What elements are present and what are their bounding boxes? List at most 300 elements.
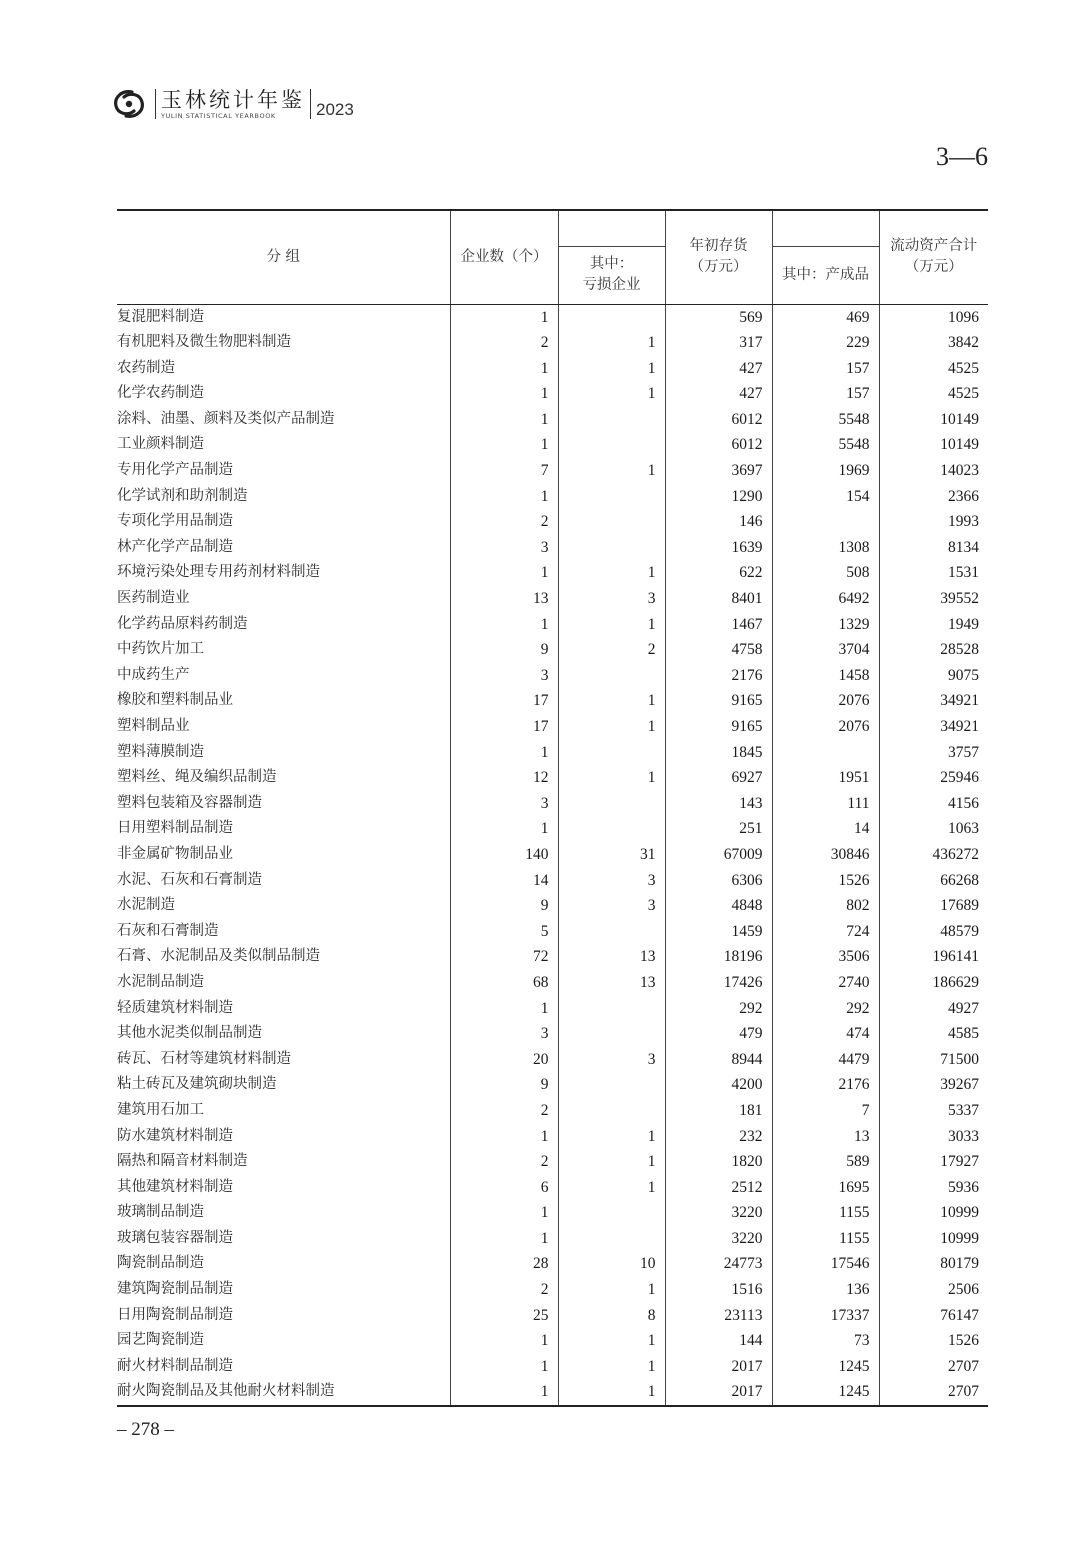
- cell-loss: 1: [558, 714, 665, 740]
- cell-assets: 34921: [879, 714, 988, 740]
- cell-inventory: 3220: [665, 1226, 772, 1252]
- row-group-name: 建筑用石加工: [117, 1101, 204, 1118]
- cell-inventory: 3697: [665, 458, 772, 484]
- table-row: [117, 1098, 988, 1124]
- cell-assets: 4927: [879, 996, 988, 1022]
- cell-finished: 14: [772, 816, 879, 842]
- cell-loss: 1: [558, 765, 665, 791]
- row-group-name: 日用塑料制品制造: [117, 820, 233, 837]
- cell-enterprises: 9: [450, 637, 558, 663]
- cell-assets: 9075: [879, 663, 988, 689]
- header-divider: [310, 89, 311, 119]
- cell-enterprises: 1: [450, 1354, 558, 1380]
- cell-enterprises: 3: [450, 791, 558, 817]
- cell-finished: 17337: [772, 1303, 879, 1329]
- cell-inventory: 67009: [665, 842, 772, 868]
- cell-inventory: 1290: [665, 484, 772, 510]
- cell-inventory: 18196: [665, 944, 772, 970]
- cell-assets: 10999: [879, 1200, 988, 1226]
- cell-inventory: 146: [665, 509, 772, 535]
- row-group-name: 中药饮片加工: [117, 641, 204, 658]
- cell-finished: 474: [772, 1021, 879, 1047]
- cell-finished: 30846: [772, 842, 879, 868]
- cell-loss: [558, 535, 665, 561]
- cell-loss: 1: [558, 330, 665, 356]
- cell-assets: 80179: [879, 1251, 988, 1277]
- cell-assets: 76147: [879, 1303, 988, 1329]
- assets-header-line2: （万元）: [904, 259, 963, 276]
- cell-inventory: 1639: [665, 535, 772, 561]
- row-group-name: 建筑陶瓷制品制造: [117, 1281, 233, 1298]
- cell-enterprises: 2: [450, 1277, 558, 1303]
- table-body: [117, 304, 988, 1406]
- cell-loss: 8: [558, 1303, 665, 1329]
- row-group-name: 砖瓦、石材等建筑材料制造: [117, 1050, 291, 1067]
- row-group-name: 石灰和石膏制造: [117, 922, 219, 939]
- table-row: [117, 637, 988, 663]
- row-group-name: 粘土砖瓦及建筑砌块制造: [117, 1076, 277, 1093]
- cell-finished: 508: [772, 560, 879, 586]
- table-row: [117, 407, 988, 433]
- row-group-name: 防水建筑材料制造: [117, 1127, 233, 1144]
- cell-enterprises: 2: [450, 330, 558, 356]
- cell-inventory: 2512: [665, 1175, 772, 1201]
- cell-assets: 71500: [879, 1047, 988, 1073]
- row-group-name: 复混肥料制造: [117, 308, 204, 325]
- cell-enterprises: 1: [450, 1226, 558, 1252]
- row-group-name: 化学试剂和助剂制造: [117, 487, 248, 504]
- cell-finished: 2076: [772, 688, 879, 714]
- cell-assets: 39552: [879, 586, 988, 612]
- table-row: [117, 996, 988, 1022]
- col-header-blank: [772, 210, 879, 246]
- cell-finished: [772, 740, 879, 766]
- table-row: [117, 1303, 988, 1329]
- cell-assets: 4525: [879, 381, 988, 407]
- cell-enterprises: 9: [450, 1072, 558, 1098]
- cell-enterprises: 3: [450, 663, 558, 689]
- cell-finished: 724: [772, 919, 879, 945]
- cell-enterprises: 3: [450, 1021, 558, 1047]
- cell-loss: [558, 791, 665, 817]
- cell-finished: 229: [772, 330, 879, 356]
- cell-inventory: 317: [665, 330, 772, 356]
- cell-assets: 28528: [879, 637, 988, 663]
- yearbook-logo-icon: [112, 89, 146, 119]
- table-row: [117, 1175, 988, 1201]
- cell-finished: 1155: [772, 1200, 879, 1226]
- table-row: [117, 356, 988, 382]
- table-row: [117, 765, 988, 791]
- cell-finished: 4479: [772, 1047, 879, 1073]
- cell-enterprises: 9: [450, 893, 558, 919]
- cell-enterprises: 72: [450, 944, 558, 970]
- cell-enterprises: 1: [450, 1200, 558, 1226]
- cell-inventory: 1516: [665, 1277, 772, 1303]
- cell-assets: 196141: [879, 944, 988, 970]
- cell-loss: 1: [558, 356, 665, 382]
- cell-assets: 10149: [879, 407, 988, 433]
- cell-enterprises: 25: [450, 1303, 558, 1329]
- cell-inventory: 4848: [665, 893, 772, 919]
- cell-inventory: 427: [665, 381, 772, 407]
- cell-enterprises: 13: [450, 586, 558, 612]
- cell-enterprises: 6: [450, 1175, 558, 1201]
- cell-enterprises: 1: [450, 740, 558, 766]
- table-row: [117, 816, 988, 842]
- table-row: [117, 560, 988, 586]
- col-header-loss: [558, 246, 665, 304]
- row-group-name: 林产化学产品制造: [117, 538, 233, 555]
- table-row: [117, 919, 988, 945]
- cell-assets: 1096: [879, 304, 988, 330]
- table-row: [117, 1149, 988, 1175]
- table-row: [117, 484, 988, 510]
- row-group-name: 化学药品原料药制造: [117, 615, 248, 632]
- cell-loss: 3: [558, 893, 665, 919]
- cell-inventory: 232: [665, 1124, 772, 1150]
- cell-assets: 10149: [879, 432, 988, 458]
- cell-enterprises: 1: [450, 304, 558, 330]
- cell-assets: 2366: [879, 484, 988, 510]
- cell-finished: 1245: [772, 1379, 879, 1406]
- cell-finished: 1526: [772, 868, 879, 894]
- row-group-name: 农药制造: [117, 359, 175, 376]
- cell-finished: 5548: [772, 407, 879, 433]
- cell-enterprises: 1: [450, 381, 558, 407]
- table-row: [117, 868, 988, 894]
- cell-loss: [558, 816, 665, 842]
- table-row: [117, 1226, 988, 1252]
- cell-enterprises: 1: [450, 560, 558, 586]
- cell-enterprises: 14: [450, 868, 558, 894]
- row-group-name: 塑料丝、绳及编织品制造: [117, 769, 277, 786]
- cell-finished: 1458: [772, 663, 879, 689]
- table-row: [117, 612, 988, 638]
- inventory-header-line1: 年初存货: [689, 238, 748, 255]
- cell-finished: 157: [772, 356, 879, 382]
- cell-assets: 1949: [879, 612, 988, 638]
- cell-loss: 3: [558, 1047, 665, 1073]
- cell-enterprises: 1: [450, 1328, 558, 1354]
- col-header-enterprises: 企业数（个）: [450, 210, 558, 304]
- cell-inventory: 479: [665, 1021, 772, 1047]
- cell-finished: 1969: [772, 458, 879, 484]
- cell-inventory: 1845: [665, 740, 772, 766]
- col-header-finished-goods: 其中：产成品: [772, 246, 879, 304]
- table-row: [117, 791, 988, 817]
- cell-assets: 1531: [879, 560, 988, 586]
- cell-assets: 8134: [879, 535, 988, 561]
- cell-finished: 802: [772, 893, 879, 919]
- cell-loss: 1: [558, 1277, 665, 1303]
- table-row: [117, 714, 988, 740]
- cell-enterprises: 7: [450, 458, 558, 484]
- cell-assets: 17689: [879, 893, 988, 919]
- cell-loss: 31: [558, 842, 665, 868]
- cell-loss: 1: [558, 1354, 665, 1380]
- table-row: [117, 944, 988, 970]
- table-row: [117, 1354, 988, 1380]
- cell-inventory: 3220: [665, 1200, 772, 1226]
- cell-assets: 48579: [879, 919, 988, 945]
- cell-finished: 1245: [772, 1354, 879, 1380]
- row-group-name: 耐火陶瓷制品及其他耐火材料制造: [117, 1379, 450, 1406]
- table-row: [117, 1072, 988, 1098]
- cell-assets: 1063: [879, 816, 988, 842]
- inventory-header-line2: （万元）: [689, 259, 748, 276]
- col-header-inventory: [665, 210, 772, 304]
- cell-assets: 4156: [879, 791, 988, 817]
- cell-enterprises: 3: [450, 535, 558, 561]
- table-row: [117, 1021, 988, 1047]
- row-group-name: 非金属矿物制品业: [117, 845, 233, 862]
- page-number: – 278 –: [117, 1419, 174, 1440]
- table-number: 3—6: [936, 142, 988, 171]
- cell-assets: 66268: [879, 868, 988, 894]
- cell-loss: 1: [558, 458, 665, 484]
- row-group-name: 化学农药制造: [117, 385, 204, 402]
- cell-enterprises: 20: [450, 1047, 558, 1073]
- cell-loss: 1: [558, 1175, 665, 1201]
- cell-loss: [558, 663, 665, 689]
- assets-header-line1: 流动资产合计: [890, 238, 978, 255]
- cell-assets: 14023: [879, 458, 988, 484]
- cell-assets: 25946: [879, 765, 988, 791]
- cell-enterprises: 5: [450, 919, 558, 945]
- cell-finished: 1329: [772, 612, 879, 638]
- cell-finished: 3506: [772, 944, 879, 970]
- cell-loss: [558, 432, 665, 458]
- col-header-current-assets: [879, 210, 988, 304]
- cell-finished: 1951: [772, 765, 879, 791]
- yearbook-title: 玉林统计年鉴: [161, 87, 305, 112]
- table-row: [117, 330, 988, 356]
- row-group-name: 日用陶瓷制品制造: [117, 1306, 233, 1323]
- cell-finished: 17546: [772, 1251, 879, 1277]
- table-row: [117, 586, 988, 612]
- cell-assets: 5936: [879, 1175, 988, 1201]
- table-row: [117, 740, 988, 766]
- cell-assets: 10999: [879, 1226, 988, 1252]
- cell-assets: 3033: [879, 1124, 988, 1150]
- cell-enterprises: 68: [450, 970, 558, 996]
- cell-enterprises: 1: [450, 1379, 558, 1406]
- cell-inventory: 2176: [665, 663, 772, 689]
- cell-inventory: 144: [665, 1328, 772, 1354]
- cell-loss: 1: [558, 688, 665, 714]
- cell-finished: 13: [772, 1124, 879, 1150]
- header-divider: [155, 89, 156, 119]
- cell-assets: 2707: [879, 1379, 988, 1406]
- cell-loss: 1: [558, 1328, 665, 1354]
- cell-inventory: 8401: [665, 586, 772, 612]
- table-row: [117, 381, 988, 407]
- row-group-name: 专用化学产品制造: [117, 462, 233, 479]
- cell-inventory: 8944: [665, 1047, 772, 1073]
- cell-finished: 7: [772, 1098, 879, 1124]
- col-header-group: 分 组: [117, 210, 450, 304]
- cell-loss: 3: [558, 868, 665, 894]
- yearbook-title-english: YULIN STATISTICAL YEARBOOK: [161, 111, 276, 120]
- cell-loss: 3: [558, 586, 665, 612]
- cell-enterprises: 2: [450, 1149, 558, 1175]
- row-group-name: 中成药生产: [117, 666, 190, 683]
- table-row: [117, 970, 988, 996]
- cell-loss: 2: [558, 637, 665, 663]
- cell-loss: [558, 484, 665, 510]
- cell-loss: [558, 407, 665, 433]
- cell-loss: [558, 740, 665, 766]
- table-row: [117, 842, 988, 868]
- cell-assets: 2707: [879, 1354, 988, 1380]
- cell-enterprises: 12: [450, 765, 558, 791]
- cell-loss: [558, 1098, 665, 1124]
- row-group-name: 隔热和隔音材料制造: [117, 1153, 248, 1170]
- cell-inventory: 9165: [665, 714, 772, 740]
- cell-inventory: 569: [665, 304, 772, 330]
- row-group-name: 水泥制品制造: [117, 973, 204, 990]
- table-row: [117, 663, 988, 689]
- row-group-name: 塑料薄膜制造: [117, 743, 204, 760]
- cell-inventory: 292: [665, 996, 772, 1022]
- cell-enterprises: 1: [450, 356, 558, 382]
- row-group-name: 塑料包装箱及容器制造: [117, 794, 262, 811]
- row-group-name: 医药制造业: [117, 590, 190, 607]
- table-row: [117, 688, 988, 714]
- table-row: [117, 458, 988, 484]
- cell-inventory: 9165: [665, 688, 772, 714]
- row-group-name: 专项化学用品制造: [117, 513, 233, 530]
- cell-loss: 13: [558, 944, 665, 970]
- cell-inventory: 427: [665, 356, 772, 382]
- cell-finished: 154: [772, 484, 879, 510]
- cell-loss: [558, 1200, 665, 1226]
- cell-finished: 1155: [772, 1226, 879, 1252]
- cell-finished: 157: [772, 381, 879, 407]
- cell-finished: 2740: [772, 970, 879, 996]
- cell-loss: 1: [558, 612, 665, 638]
- cell-finished: 73: [772, 1328, 879, 1354]
- cell-assets: 186629: [879, 970, 988, 996]
- table-row: [117, 1200, 988, 1226]
- row-group-name: 其他水泥类似制品制造: [117, 1025, 262, 1042]
- table-row: [117, 535, 988, 561]
- row-group-name: 水泥制造: [117, 897, 175, 914]
- cell-loss: 1: [558, 560, 665, 586]
- table-row: [117, 509, 988, 535]
- cell-finished: 292: [772, 996, 879, 1022]
- cell-enterprises: 1: [450, 432, 558, 458]
- yearbook-header: [112, 84, 354, 124]
- cell-assets: 1526: [879, 1328, 988, 1354]
- cell-assets: 17927: [879, 1149, 988, 1175]
- row-group-name: 水泥、石灰和石膏制造: [117, 871, 262, 888]
- cell-inventory: 4758: [665, 637, 772, 663]
- cell-loss: [558, 1021, 665, 1047]
- cell-inventory: 143: [665, 791, 772, 817]
- cell-inventory: 4200: [665, 1072, 772, 1098]
- yearbook-year: 2023: [316, 100, 354, 119]
- cell-enterprises: 1: [450, 612, 558, 638]
- cell-loss: 13: [558, 970, 665, 996]
- table-row: [117, 432, 988, 458]
- cell-assets: 4585: [879, 1021, 988, 1047]
- table-row: [117, 893, 988, 919]
- cell-assets: 2506: [879, 1277, 988, 1303]
- cell-inventory: 2017: [665, 1354, 772, 1380]
- cell-inventory: 6927: [665, 765, 772, 791]
- cell-enterprises: 1: [450, 816, 558, 842]
- cell-enterprises: 1: [450, 996, 558, 1022]
- table-row: [117, 1124, 988, 1150]
- cell-inventory: 6012: [665, 432, 772, 458]
- row-group-name: 有机肥料及微生物肥料制造: [117, 334, 291, 351]
- cell-loss: [558, 1226, 665, 1252]
- cell-enterprises: 140: [450, 842, 558, 868]
- statistics-table: [117, 209, 988, 1407]
- cell-inventory: 2017: [665, 1379, 772, 1406]
- loss-header-line2: 亏损企业: [582, 277, 641, 293]
- row-group-name: 涂料、油墨、颜料及类似产品制造: [117, 410, 335, 427]
- cell-finished: 2076: [772, 714, 879, 740]
- cell-inventory: 181: [665, 1098, 772, 1124]
- table-row: [117, 1277, 988, 1303]
- cell-assets: 436272: [879, 842, 988, 868]
- cell-finished: 2176: [772, 1072, 879, 1098]
- row-group-name: 玻璃制品制造: [117, 1204, 204, 1221]
- col-header-blank: [558, 210, 665, 246]
- cell-inventory: 622: [665, 560, 772, 586]
- cell-loss: 1: [558, 1124, 665, 1150]
- cell-enterprises: 2: [450, 509, 558, 535]
- cell-inventory: 23113: [665, 1303, 772, 1329]
- row-group-name: 石膏、水泥制品及类似制品制造: [117, 948, 320, 965]
- cell-assets: 3842: [879, 330, 988, 356]
- table-row: [117, 1047, 988, 1073]
- row-group-name: 耐火材料制品制造: [117, 1357, 233, 1374]
- cell-assets: 5337: [879, 1098, 988, 1124]
- row-group-name: 工业颜料制造: [117, 436, 204, 453]
- table-row: [117, 1379, 988, 1406]
- cell-enterprises: 17: [450, 714, 558, 740]
- cell-assets: 34921: [879, 688, 988, 714]
- row-group-name: 轻质建筑材料制造: [117, 999, 233, 1016]
- cell-loss: 1: [558, 1379, 665, 1406]
- cell-finished: 3704: [772, 637, 879, 663]
- cell-enterprises: 2: [450, 1098, 558, 1124]
- cell-inventory: 1820: [665, 1149, 772, 1175]
- cell-loss: [558, 304, 665, 330]
- table-row: [117, 1251, 988, 1277]
- cell-enterprises: 1: [450, 484, 558, 510]
- cell-inventory: 6012: [665, 407, 772, 433]
- cell-inventory: 6306: [665, 868, 772, 894]
- cell-assets: 39267: [879, 1072, 988, 1098]
- loss-header-line1: 其中：: [589, 256, 634, 272]
- row-group-name: 橡胶和塑料制品业: [117, 692, 233, 709]
- cell-finished: 5548: [772, 432, 879, 458]
- cell-loss: [558, 509, 665, 535]
- table-row: [117, 304, 988, 330]
- cell-enterprises: 28: [450, 1251, 558, 1277]
- cell-inventory: 251: [665, 816, 772, 842]
- row-group-name: 玻璃包装容器制造: [117, 1229, 233, 1246]
- cell-finished: 136: [772, 1277, 879, 1303]
- cell-inventory: 1467: [665, 612, 772, 638]
- cell-loss: [558, 996, 665, 1022]
- cell-inventory: 24773: [665, 1251, 772, 1277]
